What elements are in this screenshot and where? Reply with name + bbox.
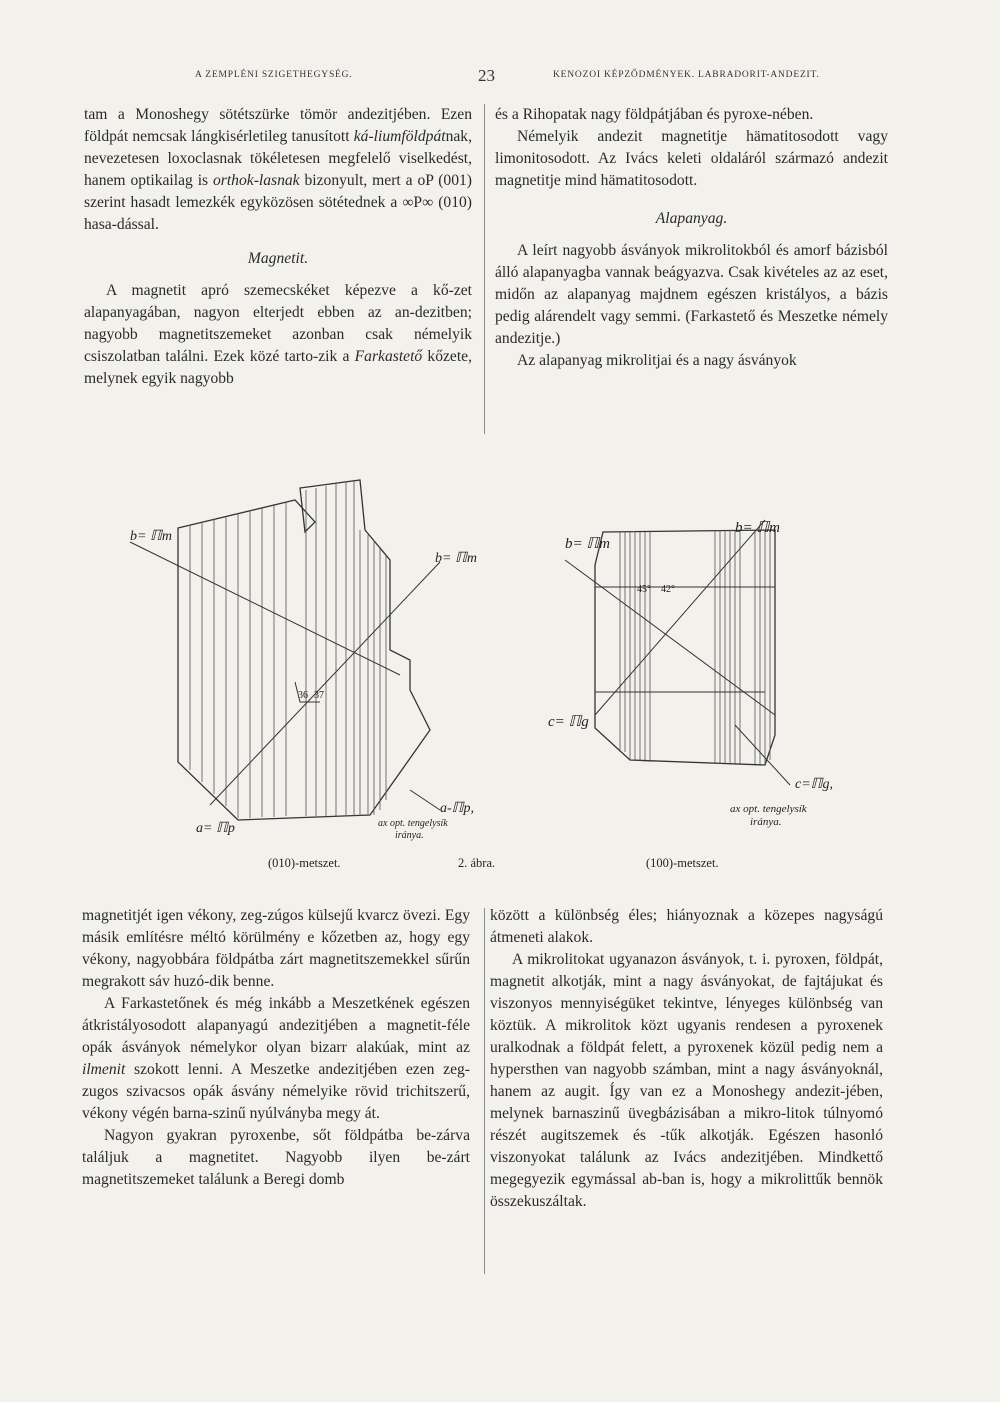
section-heading-alapanyag: Alapanyag. (655, 210, 728, 227)
column-divider-bottom (484, 908, 485, 1274)
figure-caption-number: 2. ábra. (458, 856, 496, 870)
column-bottom-right (490, 905, 883, 1213)
figure-crystal-sections (110, 470, 870, 855)
page-number: 23 (478, 66, 495, 85)
crystal-section-010 (130, 480, 440, 820)
paragraph: Nagyon gyakran pyroxenbe, sőt földpátba be-zárva találjuk a magnetitet. Nagyobb ilyen be-zárt magnetitszemeket találunk a Beregi domb (82, 1127, 470, 1188)
paragraph: A magnetit apró szemecskéket képezve a kő-zet alapanyagában, nagyon elterjedt ebben az an-dezitben; nagyobb magnetitszemeket azonban csak némelyik csiszolatban találni. Ezek közé tarto-zik a Farkastető kőzete, melynek egyik nagyobb (84, 282, 472, 387)
paragraph: tam a Monoshegy sötétszürke tömör andezitjében. Ezen földpát nemcsak lángkisérletileg tanusított ká-liumföldpátnak, nevezetesen loxoclasnak tökéletesen megfelelő viselkedést, hanem optikailag is orthok-lasnak bizonyult, mert a oP (001) szerint hasadt lemezkék egyközösen sötétednek a ∞P∞ (010) hasa-dással. (84, 106, 472, 233)
running-head-right: KENOZOI KÉPZŐDMÉNYEK. LABRADORIT-ANDEZIT. (553, 70, 820, 80)
label-b-right: b= ℿm (435, 551, 477, 566)
column-bottom-left (82, 905, 470, 1191)
paragraph: magnetitjét igen vékony, zeg-zúgos külsejű kvarcz övezi. Egy másik említésre méltó körülmény e kőzetben az, hogy egy vékony, nagyobbára földpátba zárt magnetitszemekkel sűrűn megrakott sáv huzó-dik benne. (82, 907, 470, 990)
angle-label: 42° (661, 584, 675, 595)
paragraph: Némelyik andezit magnetitje hämatitosodott vagy limonitosodott. Az Ivács keleti oldaláról származó andezit magnetitje mind hämatitosodott. (495, 128, 888, 189)
paragraph: és a Rihopatak nagy földpátjában és pyroxe-nében. (495, 106, 814, 123)
label-b-left: b= ℿm (130, 529, 172, 544)
axis-label: iránya. (395, 830, 424, 841)
figure-caption-left: (010)-metszet. (268, 856, 341, 870)
running-head-left: A ZEMPLÉNI SZIGETHEGYSÉG. (195, 70, 353, 80)
label-c-left: c= ℿg (548, 714, 589, 730)
section-heading-magnetit: Magnetit. (247, 250, 309, 267)
crystal-section-100 (565, 520, 790, 785)
column-divider-top (484, 104, 485, 434)
label-b-right: b= ℿm (735, 520, 780, 536)
label-a-left: a= ℿp (196, 821, 235, 836)
figure-caption-right: (100)-metszet. (646, 856, 719, 870)
label-b-left: b= ℿm (565, 536, 610, 552)
angle-label: 36 (298, 690, 308, 701)
paragraph: A leírt nagyobb ásványok mikrolitokból és amorf bázisból álló alapanyagba vannak beágyazva. Csak kivételes az az eset, midőn az alapanyag majdnem egészen kristályos, a bázis pedig alárendelt vagy semmi. (Farkastető és Meszetke némely andezitje.) (495, 242, 888, 347)
paragraph: Az alapanyag mikrolitjai és a nagy ásványok (517, 352, 797, 369)
angle-label: 45° (637, 584, 651, 595)
axis-label: ax opt. tengelysík (378, 818, 448, 829)
paragraph: A Farkastetőnek és még inkább a Meszetkének egészen átkristályosodott alapanyagú andezitjében a magnetit-féle opák ásványok némelykor olyan bizarr alakúak, mint az ilmenit szokott lenni. A Meszetke andezitjében ezen zeg-zugos szivacsos opák ásvány némelyike rövid trichitszerű, vékony végén barna-szinű nyúlványba megy át. (82, 995, 470, 1122)
axis-label: ax opt. tengelysík (730, 803, 807, 815)
label-a-right: a-ℿp, (440, 801, 475, 816)
label-c-right: c=ℿg, (795, 777, 834, 792)
axis-label: iránya. (750, 816, 782, 828)
angle-label: 37 (314, 690, 324, 701)
paragraph: között a különbség éles; hiányoznak a közepes nagyságú átmeneti alakok. (490, 907, 883, 946)
column-top-right (495, 104, 888, 372)
paragraph: A mikrolitokat ugyanazon ásványok, t. i. pyroxen, földpát, magnetit alkotják, mint a nagy ásványokat, de fajtájukat és viszonyos mennyiségüket tekintve, lényeges különbség van köztük. A mikrolitok közt ugyanis rendesen a pyroxenek uralkodnak a földpát felett, a pyroxenek közül pedig nem a hypersthen van nagyobb számban, mint a nagy ásványoknál, hanem az augit. Így van ez a Monoshegy andezit-jében, melynek barnaszinű üvegbázisában a mikro-litok túlnyomó részét augitszemek és -tűk alkotják. Egészen hasonló viszonyokat találunk az Ivács andezitjében. Mindkettő megegyezik egymással ab-ban is, hogy a mikrolittűk bennök összekuszáltak. (490, 951, 883, 1210)
column-top-left (84, 104, 472, 390)
